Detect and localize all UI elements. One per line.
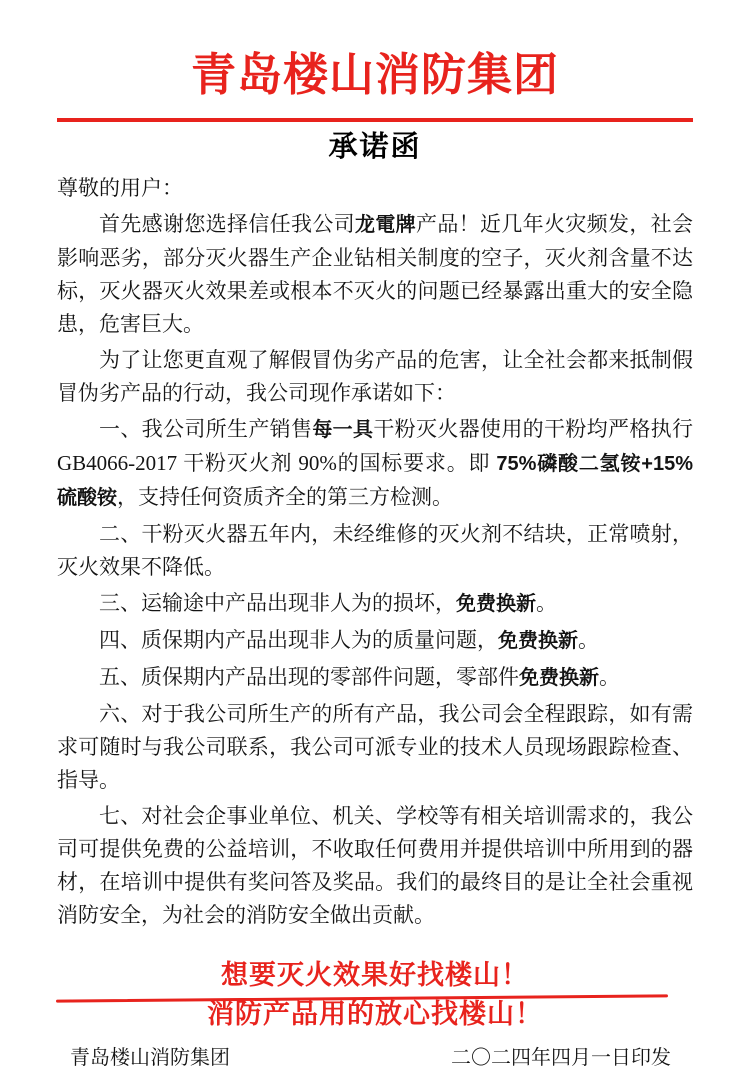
body-text: 五、质保期内产品出现的零部件问题，零部件 [99, 665, 519, 689]
body-text: ，支持任何资质齐全的第三方检测。 [117, 485, 453, 509]
body-text: 六、对于我公司所生产的所有产品，我公司会全程跟踪，如有需求可随时与我公司联系，我公司可派专业的技术人员现场跟踪检查、指导。 [57, 702, 693, 792]
emphasized-text: 75%磷酸二氢铵+15%硫酸铵 [57, 453, 693, 509]
red-divider-line [57, 118, 693, 122]
paragraph [57, 518, 693, 584]
company-title: 青岛楼山消防集团 [190, 50, 559, 100]
paragraph [57, 172, 693, 205]
body-text: 尊敬的用户： [57, 176, 183, 200]
paragraph [57, 661, 693, 695]
emphasized-text: 免费换新 [456, 593, 536, 615]
emphasized-text: 每一具 [312, 419, 374, 441]
body-text: 为了让您更直观了解假冒伪劣产品的危害，让全社会都来抵制假冒伪劣产品的行动，我公司现作承诺如下： [57, 348, 693, 405]
paragraph [57, 413, 693, 515]
body-text: 干粉灭火器使用的干粉均严格执行 GB4066-2017 干粉灭火剂 90%的国标要求。即 [57, 417, 694, 475]
slogan-line-1: 想要灭火效果好找楼山！ [221, 960, 529, 990]
body-text: 三、运输途中产品出现非人为的损坏， [99, 591, 456, 615]
paragraph [57, 587, 693, 621]
emphasized-text: 免费换新 [498, 630, 578, 652]
paragraph [57, 800, 693, 932]
body-text: 二、干粉灭火器五年内，未经维修的灭火剂不结块，正常喷射，灭火效果不降低。 [57, 522, 693, 579]
footer-issuer: 青岛楼山消防集团 [70, 1047, 230, 1069]
paragraph [57, 698, 693, 797]
body-text: 七、对社会企事业单位、机关、学校等有相关培训需求的，我公司可提供免费的公益培训，不收取任何费用并提供培训中所用到的器材，在培训中提供有奖问答及奖品。我们的最终目的是让全社会重视消防安全，为社会的消防安全做出贡献。 [57, 804, 693, 927]
body-text: 。 [599, 665, 620, 689]
body-text: 一、我公司所生产销售 [99, 417, 313, 441]
body-text: 。 [536, 591, 557, 615]
paragraph [57, 344, 693, 410]
footer-row [57, 1046, 693, 1071]
slogan-line-2: 消防产品用的放心找楼山！ [207, 999, 543, 1029]
paragraph [57, 208, 693, 341]
emphasized-text: 龙電牌 [355, 214, 416, 236]
emphasized-text: 免费换新 [519, 667, 599, 689]
letter-body [57, 172, 693, 932]
body-text: 四、质保期内产品出现非人为的质量问题， [99, 628, 498, 652]
body-text: 首先感谢您选择信任我公司 [99, 212, 355, 236]
body-text: 。 [578, 628, 599, 652]
body-text: 产品！近几年火灾频发，社会影响恶劣，部分灭火器生产企业钻相关制度的空子，灭火剂含量不达标，灭火器灭火效果差或根本不灭火的问题已经暴露出重大的安全隐患，危害巨大。 [57, 212, 693, 336]
paragraph [57, 624, 693, 658]
letter-title: 承诺函 [328, 131, 422, 163]
footer-date: 二〇二四年四月一日印发 [451, 1047, 671, 1069]
